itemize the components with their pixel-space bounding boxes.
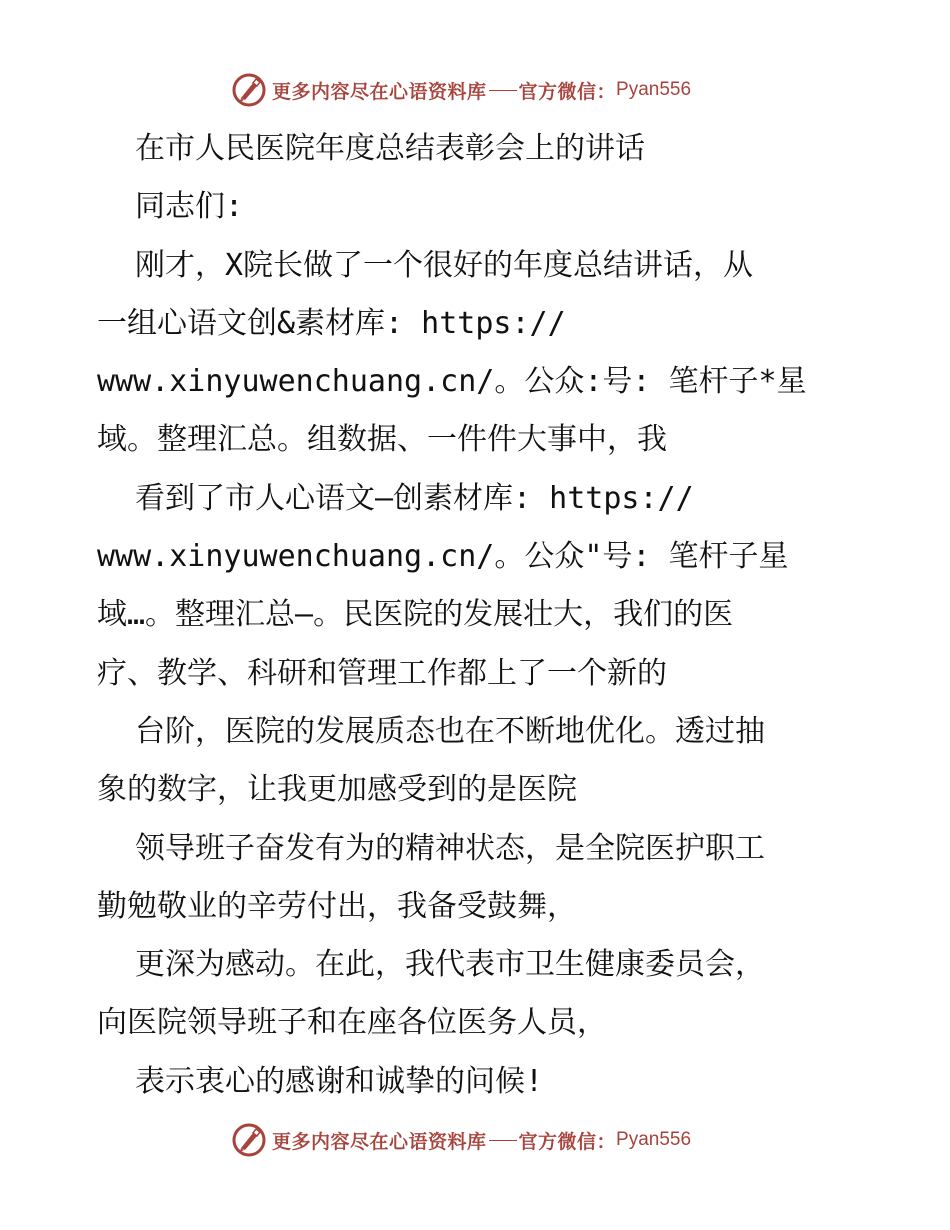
pen-logo-icon (232, 1123, 266, 1157)
watermark-wechat-account: Pyan556 (616, 79, 692, 100)
document-body (97, 120, 867, 1111)
text-line: 看到了市人心语文—创素材库: https:// (135, 480, 694, 516)
watermark-dash (489, 90, 517, 91)
text-line: 领导班子奋发有为的精神状态，是全院医护职工 (135, 830, 765, 866)
text-line: 台阶，医院的发展质态也在不断地优化。透过抽 (135, 713, 765, 749)
watermark-site-text: 更多内容尽在心语资料库 (272, 1130, 487, 1153)
text-line: 域。整理汇总。组数据、一件件大事中，我 (97, 422, 667, 458)
salutation: 同志们: (135, 189, 244, 225)
document-title: 在市人民医院年度总结表彰会上的讲话 (135, 131, 645, 166)
header-watermark (232, 72, 691, 108)
watermark-dash (489, 1140, 517, 1141)
text-line: www.xinyuwenchuang.cn/。公众:号: 笔杆子*星 (97, 364, 807, 400)
text-line: www.xinyuwenchuang.cn/。公众"号: 笔杆子星 (97, 539, 789, 575)
text-line: 疗、教学、科研和管理工作都上了一个新的 (97, 655, 667, 691)
text-line: 更深为感动。在此，我代表市卫生健康委员会， (135, 947, 765, 983)
watermark-wechat-account: Pyan556 (616, 1129, 692, 1150)
text-line: 域…。整理汇总—。民医院的发展壮大，我们的医 (97, 597, 734, 633)
watermark-site-text: 更多内容尽在心语资料库 (272, 80, 487, 103)
text-line: 刚才，X院长做了一个很好的年度总结讲话，从 (135, 247, 754, 283)
text-line: 勤勉敬业的辛劳付出，我备受鼓舞， (97, 888, 577, 924)
watermark-wechat-label: 官方微信： (518, 1130, 617, 1153)
text-line: 向医院领导班子和在座各位医务人员， (97, 1005, 607, 1041)
pen-logo-icon (232, 73, 266, 107)
text-line: 表示衷心的感谢和诚挚的问候! (135, 1063, 544, 1099)
text-line: 一组心语文创&素材库: https:// (97, 305, 566, 341)
text-line: 象的数字，让我更加感受到的是医院 (97, 772, 577, 808)
watermark-wechat-label: 官方微信： (518, 80, 617, 103)
footer-watermark (232, 1122, 691, 1158)
